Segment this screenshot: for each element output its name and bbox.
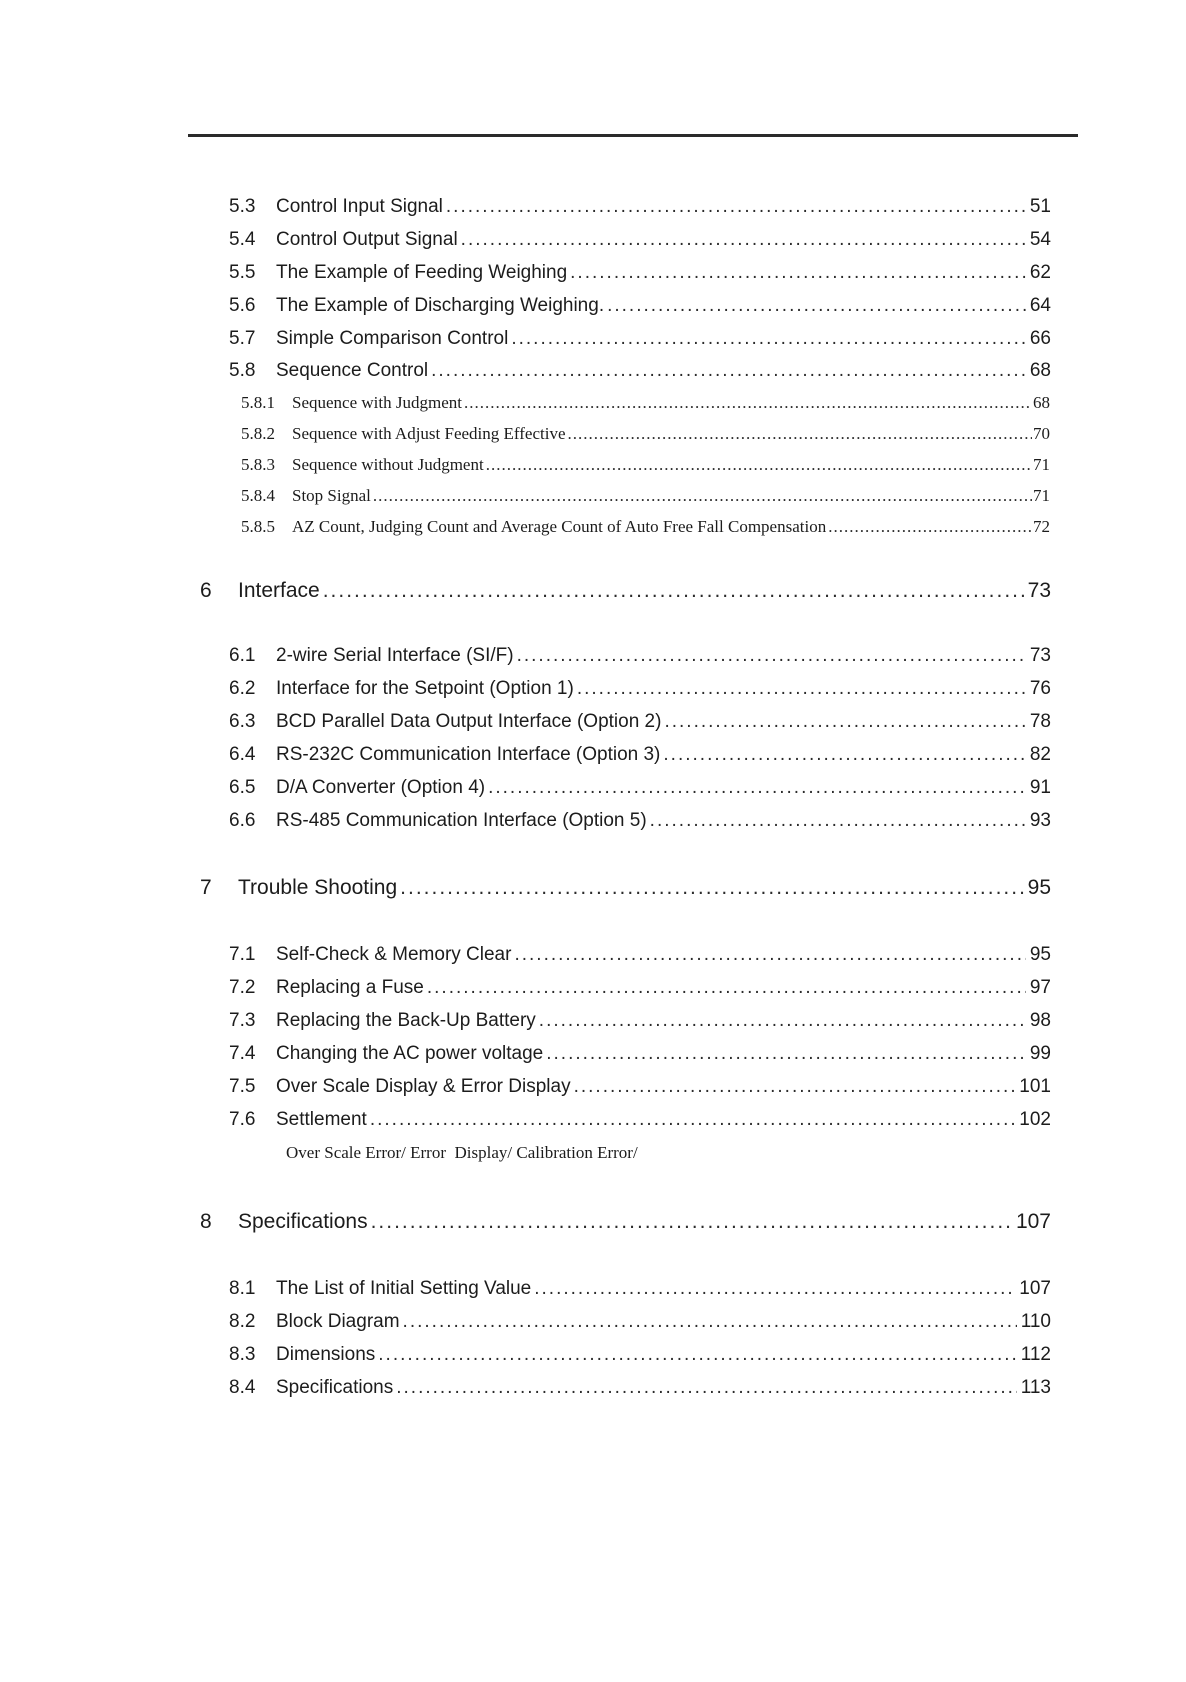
- toc-number: 7.1: [229, 944, 256, 965]
- toc-title: Block Diagram: [276, 1311, 400, 1332]
- toc-leader: [511, 328, 1026, 350]
- toc-number: 5.8.4: [241, 486, 275, 505]
- toc-number: 7.3: [229, 1010, 256, 1031]
- toc-entry-6-5[interactable]: [229, 777, 1051, 799]
- toc-number: 6.4: [229, 744, 256, 765]
- toc-title: Interface: [238, 579, 320, 602]
- toc-entry-8-2[interactable]: [229, 1311, 1051, 1333]
- toc-entry-5-5[interactable]: [229, 262, 1051, 284]
- toc-leader: [488, 777, 1026, 799]
- toc-number: 7.4: [229, 1043, 256, 1064]
- toc-page: 73: [1029, 645, 1051, 666]
- toc-entry-5-7[interactable]: [229, 328, 1051, 350]
- toc-leader: [396, 1377, 1016, 1399]
- toc-title: Specifications: [238, 1210, 368, 1233]
- toc-title: Self-Check & Memory Clear: [276, 944, 512, 965]
- toc-entry-7-3[interactable]: [229, 1010, 1051, 1032]
- toc-title: RS-232C Communication Interface (Option 3): [276, 744, 661, 765]
- toc-title: Control Output Signal: [276, 229, 458, 250]
- toc-number: 7.2: [229, 977, 256, 998]
- toc-number: 5.7: [229, 328, 256, 349]
- toc-leader: [574, 1076, 1016, 1098]
- toc-page: 97: [1029, 977, 1051, 998]
- toc-leader: [486, 455, 1032, 475]
- toc-leader: [370, 1109, 1015, 1131]
- toc-number: 8.2: [229, 1311, 256, 1332]
- toc-number: 8.1: [229, 1278, 256, 1299]
- toc-leader: [464, 393, 1032, 413]
- toc-leader: [664, 711, 1025, 733]
- toc-page: 112: [1020, 1344, 1051, 1365]
- toc-title: Replacing a Fuse: [276, 977, 424, 998]
- toc-title: Sequence Control: [276, 360, 429, 381]
- toc-page: 113: [1020, 1377, 1051, 1398]
- toc-page: 62: [1029, 262, 1051, 283]
- toc-title: Stop Signal: [292, 486, 371, 505]
- toc-entry-5-8-1[interactable]: [241, 393, 1050, 413]
- toc-number: 7.5: [229, 1076, 256, 1097]
- toc-number: 5.8.2: [241, 424, 275, 443]
- toc-entry-5-8-3[interactable]: [241, 455, 1050, 475]
- toc-entry-5-8-2[interactable]: [241, 424, 1050, 444]
- toc-entry-5-3[interactable]: [229, 196, 1051, 218]
- toc-entry-6-2[interactable]: [229, 678, 1051, 700]
- toc-title: The Example of Feeding Weighing: [276, 262, 568, 283]
- toc-entry-8-1[interactable]: [229, 1278, 1051, 1300]
- toc-entry-8-4[interactable]: [229, 1377, 1051, 1399]
- toc-title: Over Scale Display & Error Display: [276, 1076, 571, 1097]
- toc-leader: [371, 1210, 1012, 1234]
- toc-page: 93: [1029, 810, 1051, 831]
- toc-page: 71: [1033, 455, 1050, 474]
- toc-title: Interface for the Setpoint (Option 1): [276, 678, 574, 699]
- toc-leader: [403, 1311, 1017, 1333]
- toc-number: 6.5: [229, 777, 256, 798]
- toc-leader: [663, 744, 1025, 766]
- toc-title: D/A Converter (Option 4): [276, 777, 486, 798]
- toc-leader: [400, 876, 1023, 900]
- toc-entry-5-6[interactable]: [229, 295, 1051, 317]
- toc-title: Changing the AC power voltage: [276, 1043, 544, 1064]
- toc-entry-6-3[interactable]: [229, 711, 1051, 733]
- toc-page: 68: [1033, 393, 1050, 412]
- toc-chapter-8[interactable]: [200, 1210, 1051, 1234]
- toc-title: Settlement: [276, 1109, 367, 1130]
- toc-page: 51: [1029, 196, 1051, 217]
- toc-title: RS-485 Communication Interface (Option 5): [276, 810, 647, 831]
- toc-leader: [517, 645, 1026, 667]
- toc-number: 7: [200, 876, 212, 899]
- toc-page: 95: [1029, 944, 1051, 965]
- toc-entry-5-8-4[interactable]: [241, 486, 1050, 506]
- toc-title: AZ Count, Judging Count and Average Count of Auto Free Fall Compensation: [292, 517, 827, 536]
- toc-entry-6-6[interactable]: [229, 810, 1051, 832]
- toc-title: Sequence with Judgment: [292, 393, 462, 412]
- toc-chapter-6[interactable]: [200, 579, 1051, 603]
- toc-entry-5-8[interactable]: [229, 360, 1051, 382]
- toc-page: 78: [1029, 711, 1051, 732]
- toc-leader: [568, 424, 1032, 444]
- toc-page: 107: [1015, 1210, 1051, 1233]
- toc-number: 6: [200, 579, 212, 602]
- toc-leader: [431, 360, 1026, 382]
- toc-number: 5.4: [229, 229, 256, 250]
- toc-page: 64: [1029, 295, 1051, 316]
- toc-leader: [461, 229, 1026, 251]
- toc-leader: [546, 1043, 1026, 1065]
- toc-number: 5.3: [229, 196, 256, 217]
- toc-page: 107: [1019, 1278, 1051, 1299]
- toc-chapter-7[interactable]: [200, 876, 1051, 900]
- toc-page: 66: [1029, 328, 1051, 349]
- toc-number: 6.3: [229, 711, 256, 732]
- toc-entry-7-6[interactable]: [229, 1109, 1051, 1131]
- toc-page: 54: [1029, 229, 1051, 250]
- toc-entry-5-4[interactable]: [229, 229, 1051, 251]
- toc-number: 6.6: [229, 810, 256, 831]
- toc-leader: [577, 678, 1026, 700]
- toc-page: 98: [1029, 1010, 1051, 1031]
- toc-page: 72: [1033, 517, 1050, 536]
- toc-leader: [828, 517, 1032, 537]
- toc-number: 5.5: [229, 262, 256, 283]
- toc-number: 8.4: [229, 1377, 256, 1398]
- toc-page: 71: [1033, 486, 1050, 505]
- toc-title: Sequence with Adjust Feeding Effective: [292, 424, 566, 443]
- toc-entry-5-8-5[interactable]: [241, 517, 1050, 537]
- toc-page: 68: [1029, 360, 1051, 381]
- toc-title: 2-wire Serial Interface (SI/F): [276, 645, 514, 666]
- toc-leader: [607, 295, 1026, 317]
- toc-title: Replacing the Back-Up Battery: [276, 1010, 536, 1031]
- toc-title: Trouble Shooting: [238, 876, 398, 899]
- toc-entry-7-2[interactable]: [229, 977, 1051, 999]
- toc-leader: [539, 1010, 1026, 1032]
- toc-leader: [570, 262, 1026, 284]
- toc-page: 95: [1027, 876, 1051, 899]
- toc-number: 5.8.5: [241, 517, 275, 536]
- toc-page: 91: [1029, 777, 1051, 798]
- toc-leader: [534, 1278, 1015, 1300]
- toc-title: The Example of Discharging Weighing.: [276, 295, 605, 316]
- toc-leader: [323, 579, 1024, 603]
- toc-number: 8.3: [229, 1344, 256, 1365]
- toc-entry-7-5[interactable]: [229, 1076, 1051, 1098]
- toc-page: 73: [1027, 579, 1051, 602]
- toc-number: 5.8.1: [241, 393, 275, 412]
- toc-number: 7.6: [229, 1109, 256, 1130]
- toc-title: Specifications: [276, 1377, 394, 1398]
- toc-title: Dimensions: [276, 1344, 376, 1365]
- toc-page: 101: [1019, 1076, 1051, 1097]
- toc-leader: [446, 196, 1026, 218]
- toc-entry-7-4[interactable]: [229, 1043, 1051, 1065]
- toc-entry-7-1[interactable]: [229, 944, 1051, 966]
- toc-number: 5.6: [229, 295, 256, 316]
- toc-title: Simple Comparison Control: [276, 328, 509, 349]
- toc-title: BCD Parallel Data Output Interface (Option 2): [276, 711, 662, 732]
- toc-leader: [427, 977, 1026, 999]
- toc-page: 102: [1019, 1109, 1051, 1130]
- toc-entry-8-3[interactable]: [229, 1344, 1051, 1366]
- toc-entry-6-4[interactable]: [229, 744, 1051, 766]
- toc-number: 6.1: [229, 645, 256, 666]
- toc-leader: [514, 944, 1025, 966]
- toc-leader: [373, 486, 1032, 506]
- toc-entry-6-1[interactable]: [229, 645, 1051, 667]
- toc-page: 110: [1020, 1311, 1051, 1332]
- toc-title: Sequence without Judgment: [292, 455, 484, 474]
- toc-title: Control Input Signal: [276, 196, 443, 217]
- toc-leader: [378, 1344, 1016, 1366]
- toc-number: 6.2: [229, 678, 256, 699]
- toc-number: 5.8: [229, 360, 256, 381]
- toc-page: 76: [1029, 678, 1051, 699]
- toc-number: 8: [200, 1210, 212, 1233]
- toc-number: 5.8.3: [241, 455, 275, 474]
- toc-leader: [650, 810, 1026, 832]
- toc-page: 70: [1033, 424, 1050, 443]
- toc-title: The List of Initial Setting Value: [276, 1278, 532, 1299]
- toc-page: 82: [1029, 744, 1051, 765]
- toc-page: 99: [1029, 1043, 1051, 1064]
- settlement-subnote: Over Scale Error/ Error Display/ Calibration Error/: [286, 1143, 638, 1162]
